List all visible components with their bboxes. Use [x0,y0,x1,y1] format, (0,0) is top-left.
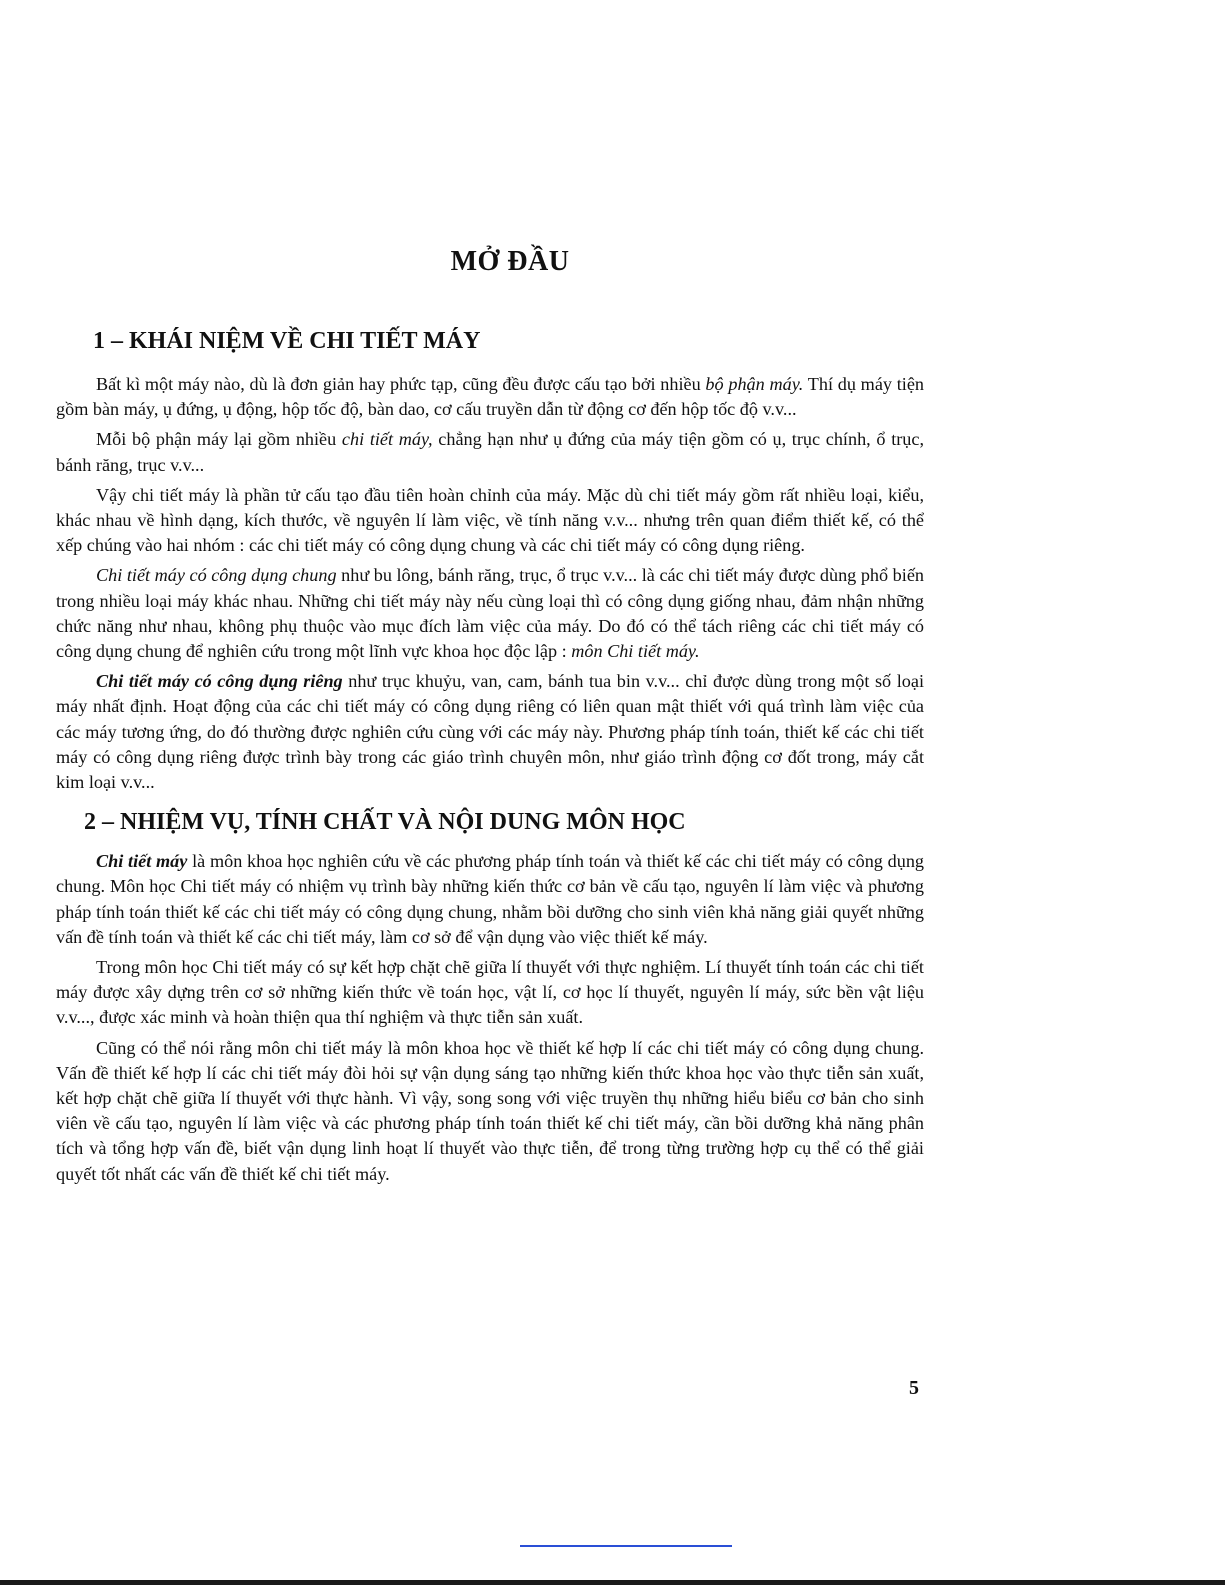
section-heading-1: 1 – KHÁI NIỆM VỀ CHI TIẾT MÁY [93,328,481,354]
paragraph-6-emphasis: Chi tiết máy [96,851,188,872]
paragraph-1 [56,372,924,422]
paragraph-3: Vậy chi tiết máy là phần tử cấu tạo đầu tiên hoàn chỉnh của máy. Mặc dù chi tiết máy gồm rất nhiều loại, kiểu, khác nhau về hình dạng, kích thước, về nguyên lí làm việc, về tính năng v.v... nhưng trên quan điểm thiết kế, có thể xếp chúng vào hai nhóm : các chi tiết máy có công dụng chung và các chi tiết máy có công dụng riêng. [56,484,924,556]
paragraph-5-text: như trục khuỷu, van, cam, bánh tua bin v.v... chỉ được dùng trong một số loại máy nhất định. Hoạt động của các chi tiết máy có công dụng riêng có liên quan mật thiết với quá trình làm việc của các máy tương ứng, do đó thường được nghiên cứu cùng với các máy này. Phương pháp tính toán, thiết kế các chi tiết máy có công dụng riêng được trình bày trong các giáo trình chuyên môn, như giáo trình động cơ đốt trong, máy cắt kim loại v.v... [56,671,924,793]
section-heading-2: 2 – NHIỆM VỤ, TÍNH CHẤT VÀ NỘI DUNG MÔN HỌC [84,809,686,836]
paragraph-1-text-a: Bất kì một máy nào, dù là đơn giản hay phức tạp, cũng đều được cấu tạo bởi nhiều [96,374,706,394]
paragraph-8: Cũng có thể nói rằng môn chi tiết máy là môn khoa học về thiết kế hợp lí các chi tiết máy có công dụng chung. Vấn đề thiết kế hợp lí các chi tiết máy đòi hỏi sự vận dụng sáng tạo những kiến thức khoa học vào thực tiễn sản xuất, kết hợp chặt chẽ giữa lí thuyết với thực hành. Vì vậy, song song với việc truyền thụ những hiểu biểu cơ bản cho sinh viên về cấu tạo, nguyên lí làm việc và các phương pháp tính toán thiết kế chi tiết máy, cần bồi dưỡng khả năng phân tích và tổng hợp vấn đề, biết vận dụng linh hoạt lí thuyết vào thực tiễn, để trong từng trường hợp cụ thể có thể giải quyết tốt nhất các vấn đề thiết kế chi tiết máy. [56,1037,924,1184]
paragraph-5-emphasis: Chi tiết máy có công dụng riêng [96,671,343,692]
paragraph-4-emphasis-2: môn Chi tiết máy. [571,641,700,662]
page-content [56,324,924,1192]
paragraph-5 [56,669,924,795]
paragraph-4 [56,563,924,664]
paragraph-2-text-b: chẳng hạn như ụ đứng của máy tiện gồm có ụ, trục chính, ổ trục, bánh răng, trục v.v... [56,429,925,475]
paragraph-6-text: là môn khoa học nghiên cứu về các phương pháp tính toán và thiết kế các chi tiết máy có công dụng chung. Môn học Chi tiết máy có nhiệm vụ trình bày những kiến thức cơ bản về cấu tạo, nguyên lí làm việc và phương pháp tính toán thiết kế các chi tiết máy có công dụng chung, nhằm bồi dưỡng cho sinh viên khả năng giải quyết những vấn đề tính toán và thiết kế các chi tiết máy, làm cơ sở để vận dụng vào việc thiết kế máy. [56,851,925,947]
paragraph-7: Trong môn học Chi tiết máy có sự kết hợp chặt chẽ giữa lí thuyết với thực nghiệm. Lí thuyết tính toán các chi tiết máy được xây dựng trên cơ sở những kiến thức về toán học, vật lí, cơ học lí thuyết, nguyên lí máy, sức bền vật liệu v.v..., được xác minh và hoàn thiện qua thí nghiệm và thực tiễn sản xuất. [56,957,924,1028]
page-number: 5 [909,1377,919,1399]
paragraph-2-text-a: Mỗi bộ phận máy lại gồm nhiều [96,429,342,450]
paragraph-1-text-b: Thí dụ máy tiện gồm bàn máy, ụ đứng, ụ động, hộp tốc độ, bàn dao, cơ cấu truyền dẫn từ động cơ đến hộp tốc độ v.v... [56,374,925,420]
bottom-edge-rule [0,1580,1225,1585]
page-title: MỞ ĐẦU [450,246,570,277]
paragraph-6 [56,849,924,950]
paragraph-1-emphasis: bộ phận máy. [705,374,804,394]
paragraph-2 [56,427,924,477]
paragraph-2-emphasis: chi tiết máy, [341,429,433,450]
footer-link-underline [520,1545,732,1547]
paragraph-4-text: như bu lông, bánh răng, trục, ổ trục v.v... là các chi tiết máy được dùng phổ biến trong nhiều loại máy khác nhau. Những chi tiết máy này nếu cùng loại thì có công dụng giống nhau, đảm nhận những chức năng như nhau, không phụ thuộc vào mục đích làm việc của máy. Do đó có thể tách riêng các chi tiết máy có công dụng chung để nghiên cứu trong một lĩnh vực khoa học độc lập : [56,565,924,662]
paragraph-4-emphasis: Chi tiết máy có công dụng chung [96,565,337,586]
